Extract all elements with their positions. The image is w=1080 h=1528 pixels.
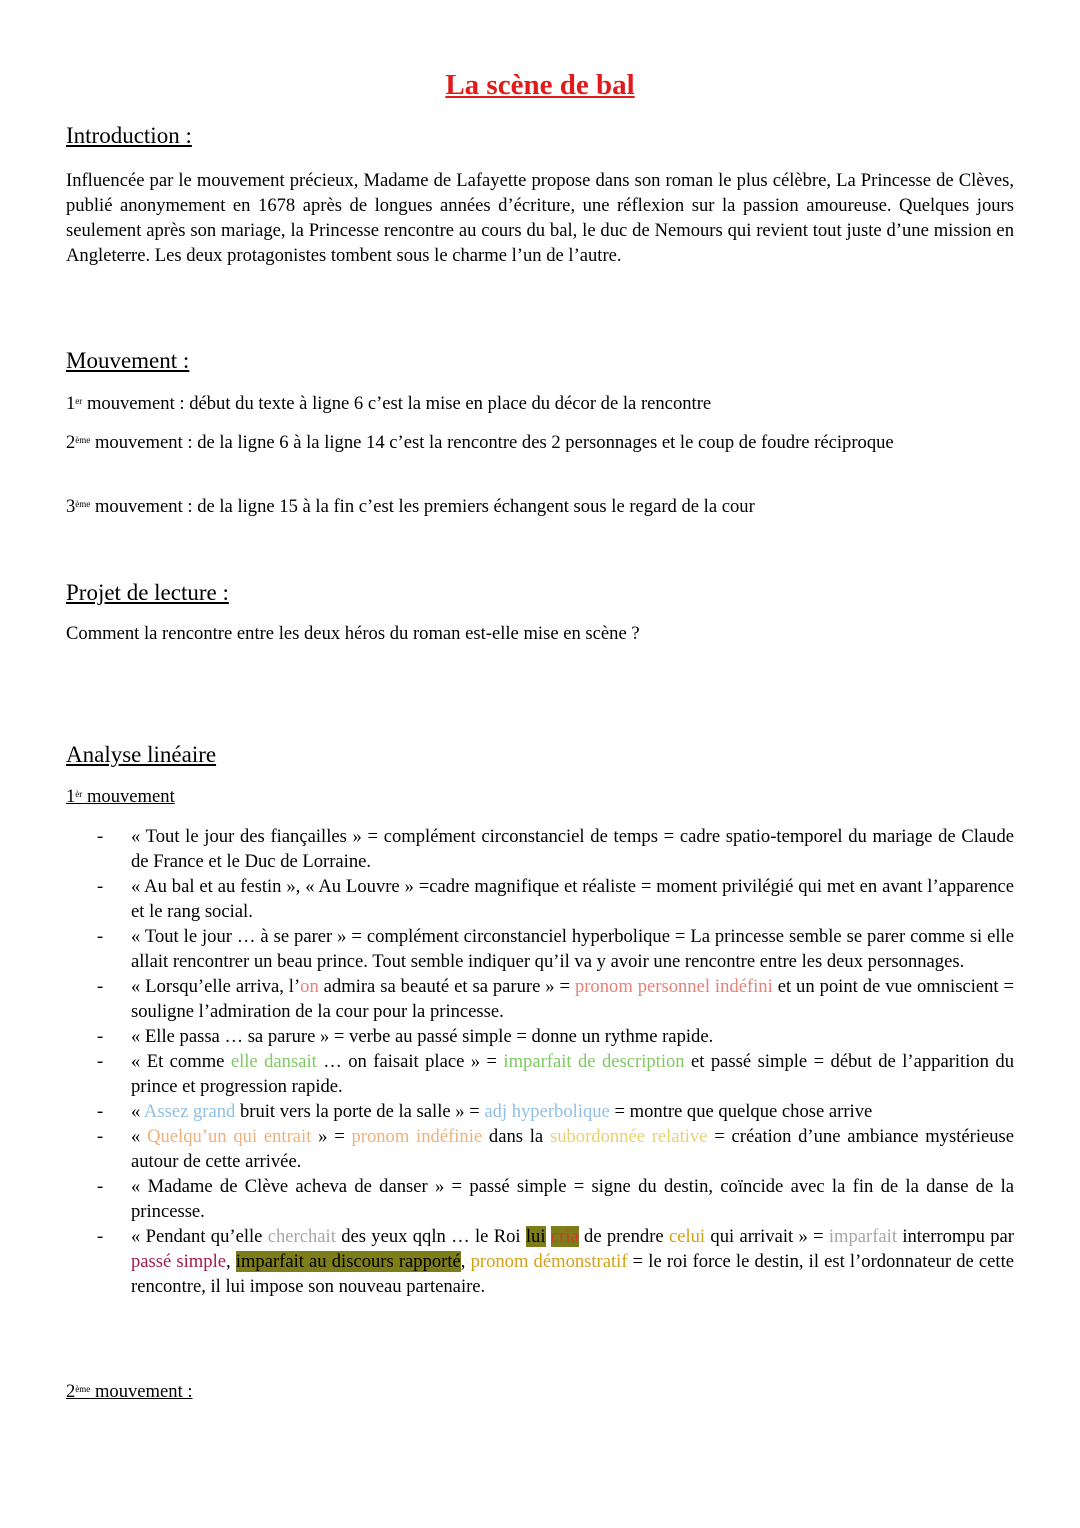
- projet-question: Comment la rencontre entre les deux héros du roman est-elle mise en scène ?: [66, 623, 640, 644]
- list-item: - « Elle passa … sa parure » = verbe au passé simple = donne un rythme rapide.: [97, 1026, 714, 1047]
- mouvement-item-1: 1er mouvement : début du texte à ligne 6 c’est la mise en place du décor de la rencontre: [66, 393, 712, 414]
- mouvement-heading: Mouvement :: [66, 348, 190, 373]
- list-item: - « Au bal et au festin », « Au Louvre » =cadre magnifique et réaliste = moment privilégié qui met en avant l’apparence et le rang social.: [97, 876, 1014, 922]
- analyse-heading: Analyse linéaire: [66, 742, 217, 767]
- page-title: La scène de bal: [445, 69, 635, 101]
- list-item: - « Et comme elle dansait … on faisait place » = imparfait de description et passé simple = début de l’apparition du prince et progression rapide.: [97, 1051, 1014, 1097]
- analyse-bullet-list: [66, 824, 1014, 1299]
- introduction-heading: Introduction :: [66, 123, 192, 148]
- mouvement-item-2: 2ème mouvement : de la ligne 6 à la ligne 14 c’est la rencontre des 2 personnages et le coup de foudre réciproque: [66, 432, 894, 453]
- list-item: - « Tout le jour … à se parer » = complément circonstanciel hyperbolique = La princesse semble se parer comme si elle allait rencontrer un beau prince. Tout semble indiquer qu’il va y avoir une rencontre entre les deux personnages.: [97, 926, 1014, 972]
- analyse-subheading-1: $1^{èr}$ mouvement: [66, 786, 175, 807]
- mouvement-item-3: 3ème mouvement : de la ligne 15 à la fin c’est les premiers échangent sous le regard de la cour: [66, 496, 755, 517]
- introduction-paragraph: Influencée par le mouvement précieux, Madame de Lafayette propose dans son roman le plus célèbre, La Princesse de Clèves, publié anonymement en 1678 après de longues années d’écriture, une réflexion sur la passion amoureuse. Quelques jours seulement après son mariage, la Princesse rencontre au cours du bal, le duc de Nemours qui revient tout juste d’une mission en Angleterre. Les deux protagonistes tombent sous le charme l’un de l’autre.: [66, 170, 1014, 266]
- list-item: - « Lorsqu’elle arriva, l’on admira sa beauté et sa parure » = pronom personnel indéfini et un point de vue omniscient = souligne l’admiration de la cour pour la princesse.: [97, 976, 1014, 1022]
- list-item: - « Assez grand bruit vers la porte de la salle » = adj hyperbolique = montre que quelque chose arrive: [97, 1101, 873, 1122]
- list-item: - « Madame de Clève acheva de danser » = passé simple = signe du destin, coïncide avec la fin de la danse de la princesse.: [97, 1176, 1014, 1222]
- list-item: - « Quelqu’un qui entrait » = pronom indéfinie dans la subordonnée relative = création d’une ambiance mystérieuse autour de cette arrivée.: [97, 1126, 1015, 1172]
- analyse-subheading-2: 2ème mouvement :: [66, 1381, 193, 1402]
- list-item: - « Pendant qu’elle cherchait des yeux qqln … le Roi lui cria de prendre celui qui arrivait » = imparfait interrompu par passé simple, imparfait au discours rapporté, pronom démonstratif = le roi force le destin, il est l’ordonnateur de cette rencontre, il lui impose son nouveau partenaire.: [97, 1226, 1015, 1297]
- list-item: - « Tout le jour des fiançailles » = complément circonstanciel de temps = cadre spatio-temporel du mariage de Claude de France et le Duc de Lorraine.: [97, 826, 1014, 872]
- projet-heading: Projet de lecture :: [66, 580, 229, 605]
